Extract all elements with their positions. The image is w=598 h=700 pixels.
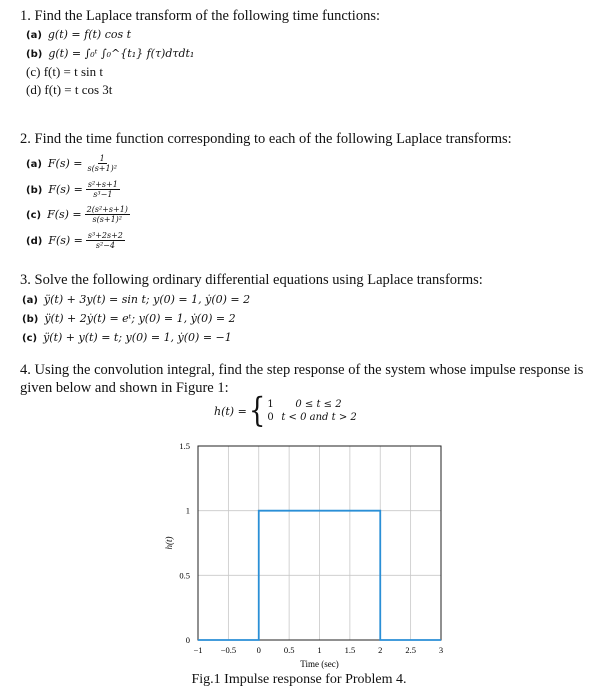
chart-tick-labels bbox=[179, 441, 443, 655]
piecewise-definition bbox=[214, 391, 357, 431]
fraction-denominator: s³−1 bbox=[93, 190, 113, 199]
item-expr: ÿ(t) + 2ẏ(t) = eᵗ; y(0) = 1, ẏ(0) = 2 bbox=[44, 312, 236, 325]
item-label: (c) bbox=[26, 64, 41, 79]
p1-item-b bbox=[26, 46, 194, 61]
case-1 bbox=[267, 398, 356, 411]
problem-3-title: 3. Solve the following ordinary differential equations using Laplace transforms: bbox=[20, 272, 483, 288]
fraction-denominator: s(s+1)² bbox=[92, 215, 122, 224]
x-tick-label: 2 bbox=[378, 645, 383, 655]
fraction-numerator: 1 bbox=[99, 154, 105, 163]
item-lhs: F(s) = bbox=[48, 183, 83, 196]
item-expr: g(t) = f(t) cos t bbox=[47, 28, 132, 41]
case-2-value: 0 bbox=[267, 412, 274, 423]
y-axis-label: h(t) bbox=[164, 536, 174, 550]
left-brace: { bbox=[248, 391, 266, 431]
item-label: (a) bbox=[22, 295, 38, 306]
problem-1-title: 1. Find the Laplace transform of the following time functions: bbox=[20, 8, 381, 24]
fraction-numerator: s²+s+1 bbox=[87, 180, 118, 189]
item-expr: ÿ(t) + y(t) = t; y(0) = 1, ẏ(0) = −1 bbox=[43, 331, 232, 344]
x-axis-label: Time (sec) bbox=[300, 659, 339, 669]
item-label: (c) bbox=[26, 210, 42, 221]
item-expr: ÿ(t) + 3y(t) = sin t; y(0) = 1, ẏ(0) = 2 bbox=[43, 293, 251, 306]
x-tick-label: −1 bbox=[193, 645, 203, 655]
item-label: (b) bbox=[26, 185, 43, 196]
item-lhs: F(s) = bbox=[47, 157, 83, 170]
piecewise-lhs: h(t) = bbox=[214, 404, 247, 418]
item-lhs: F(s) = bbox=[48, 234, 83, 247]
item-label: (a) bbox=[26, 30, 42, 41]
p2-item-c bbox=[26, 205, 130, 224]
p3-item-b bbox=[22, 311, 236, 326]
item-label: (d) bbox=[26, 82, 42, 97]
problem-4-title-line1: 4. Using the convolution integral, find the step response of the system whose impulse response is bbox=[20, 362, 584, 378]
problem-2-title: 2. Find the time function corresponding to each of the following Laplace transforms: bbox=[20, 131, 512, 147]
fraction-denominator: s²−4 bbox=[95, 241, 115, 250]
item-label: (a) bbox=[26, 159, 42, 170]
chart-grid bbox=[198, 446, 441, 640]
y-tick-label: 1 bbox=[185, 505, 190, 516]
impulse-response-chart bbox=[0, 435, 598, 700]
x-tick-label: 0.5 bbox=[283, 645, 295, 655]
p2-item-a bbox=[26, 154, 119, 173]
case-2 bbox=[267, 411, 356, 424]
x-tick-label: 0 bbox=[256, 645, 261, 655]
item-expr: g(t) = ∫₀ᵗ ∫₀^{t₁} f(τ)dτdt₁ bbox=[48, 47, 195, 60]
item-label: (b) bbox=[22, 314, 39, 325]
item-label: (b) bbox=[26, 49, 43, 60]
y-tick-label: 1.5 bbox=[179, 441, 190, 451]
p3-item-c bbox=[22, 330, 232, 345]
p3-item-a bbox=[22, 292, 250, 307]
fraction-numerator: s³+2s+2 bbox=[87, 231, 123, 240]
p1-item-d bbox=[26, 82, 112, 98]
x-tick-label: 3 bbox=[438, 645, 444, 655]
p2-item-b bbox=[26, 180, 120, 199]
case-1-value: 1 bbox=[267, 399, 274, 410]
x-tick-label: 1 bbox=[317, 645, 322, 655]
p1-item-a bbox=[26, 27, 131, 42]
y-tick-label: 0.5 bbox=[179, 570, 190, 581]
item-label: (d) bbox=[26, 236, 43, 247]
x-tick-label: 1.5 bbox=[344, 645, 356, 655]
item-label: (c) bbox=[22, 333, 38, 344]
figure-caption: Fig.1 Impulse response for Problem 4. bbox=[191, 672, 407, 687]
y-tick-label: 0 bbox=[185, 635, 190, 645]
problem-4-title-line2: given below and shown in Figure 1: bbox=[20, 380, 229, 396]
p2-item-d bbox=[26, 231, 125, 250]
x-tick-label: −0.5 bbox=[220, 645, 237, 655]
fraction-numerator: 2(s²+s+1) bbox=[86, 205, 128, 214]
item-expr: f(t) = t cos 3t bbox=[44, 82, 113, 97]
x-tick-label: 2.5 bbox=[405, 645, 416, 655]
case-2-condition: t < 0 and t > 2 bbox=[281, 412, 357, 423]
case-1-condition: 0 ≤ t ≤ 2 bbox=[295, 399, 342, 410]
item-lhs: F(s) = bbox=[47, 208, 82, 221]
fraction-denominator: s(s+1)² bbox=[87, 164, 117, 173]
p1-item-c bbox=[26, 64, 103, 80]
item-expr: f(t) = t sin t bbox=[43, 64, 104, 79]
